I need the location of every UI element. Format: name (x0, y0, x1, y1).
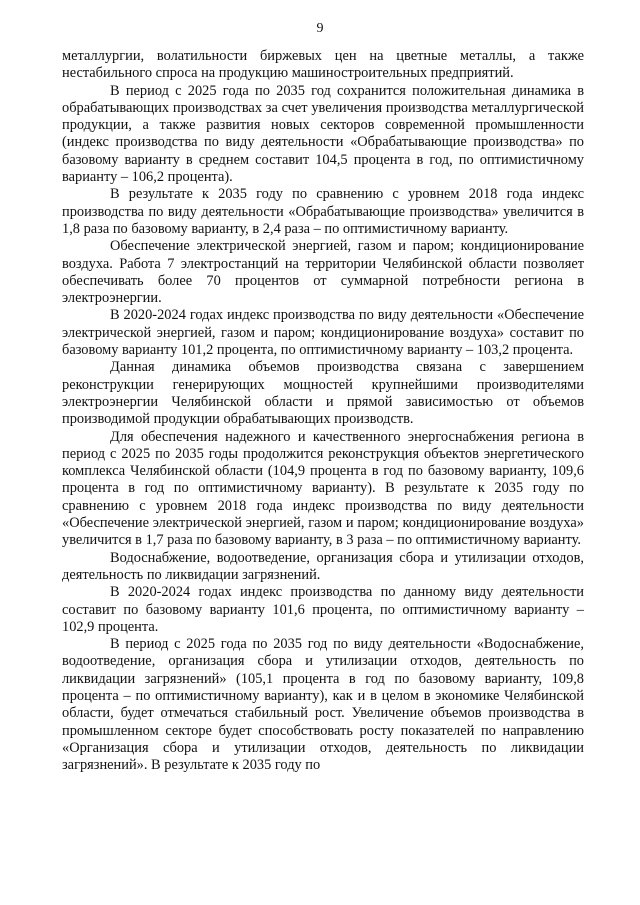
body-text (62, 48, 584, 774)
paragraph: Для обеспечения надежного и качественного энергоснабжения региона в период с 2025 по 2035 годы продолжится реконструкция объектов энергетического комплекса Челябинской области (104,9 процента в год по базовому варианту, 109,6 процента в год по оптимистичному варианту). В результате к 2035 году по сравнению с уровнем 2018 года индекс производства по виду деятельности «Обеспечение электрической энергией, газом и паром; кондиционирование воздуха» увеличится в 1,7 раза по базовому варианту, в 3 раза – по оптимистичному варианту. (62, 428, 584, 549)
paragraph: металлургии, волатильности биржевых цен на цветные металлы, а также нестабильного спроса на продукцию машиностроительных предприятий. (62, 48, 584, 82)
paragraph: В результате к 2035 году по сравнению с уровнем 2018 года индекс производства по виду деятельности «Обрабатывающие производства» увеличится в 1,8 раза по базовому варианту, в 2,4 раза – по оптимистичному варианту. (62, 186, 584, 237)
paragraph: В период с 2025 года по 2035 год по виду деятельности «Водоснабжение, водоотведение, организация сбора и утилизации отходов, деятельность по ликвидации загрязнений» (105,1 процента в год по базовому варианту, 109,8 процента – по оптимистичному варианту), как и в целом в экономике Челябинской области, будет отмечаться стабильный рост. Увеличение объемов производства в промышленном секторе будет способствовать росту показателей по направлению «Организация сбора и утилизации отходов, деятельность по ликвидации загрязнений». В результате к 2035 году по (62, 636, 584, 774)
paragraph: Обеспечение электрической энергией, газом и паром; кондиционирование воздуха. Работа 7 электростанций на территории Челябинской области позволяет обеспечивать более 70 процентов от суммарной потребности региона в электроэнергии. (62, 238, 584, 307)
paragraph: Данная динамика объемов производства связана с завершением реконструкции генерирующих мощностей крупнейшими производителями электроэнергии Челябинской области и прямой зависимостью от объемов производимой продукции обрабатывающих производств. (62, 359, 584, 428)
paragraph: В 2020-2024 годах индекс производства по виду деятельности «Обеспечение электрической энергией, газом и паром; кондиционирование воздуха» составит по базовому варианту 101,2 процента, по оптимистичному варианту – 103,2 процента. (62, 307, 584, 359)
paragraph: В 2020-2024 годах индекс производства по данному виду деятельности составит по базовому варианту 101,6 процента, по оптимистичному варианту – 102,9 процента. (62, 584, 584, 635)
page-number: 9 (316, 21, 324, 36)
paragraph: В период с 2025 года по 2035 год сохранится положительная динамика в обрабатывающих производствах за счет увеличения производства металлургической продукции, а также развития новых секторов современной промышленности (индекс производства по виду деятельности «Обрабатывающие производства» по базовому варианту в среднем составит 104,5 процента в год, по оптимистичному варианту – 106,2 процента). (62, 82, 584, 186)
paragraph: Водоснабжение, водоотведение, организация сбора и утилизации отходов, деятельность по ликвидации загрязнений. (62, 549, 584, 583)
